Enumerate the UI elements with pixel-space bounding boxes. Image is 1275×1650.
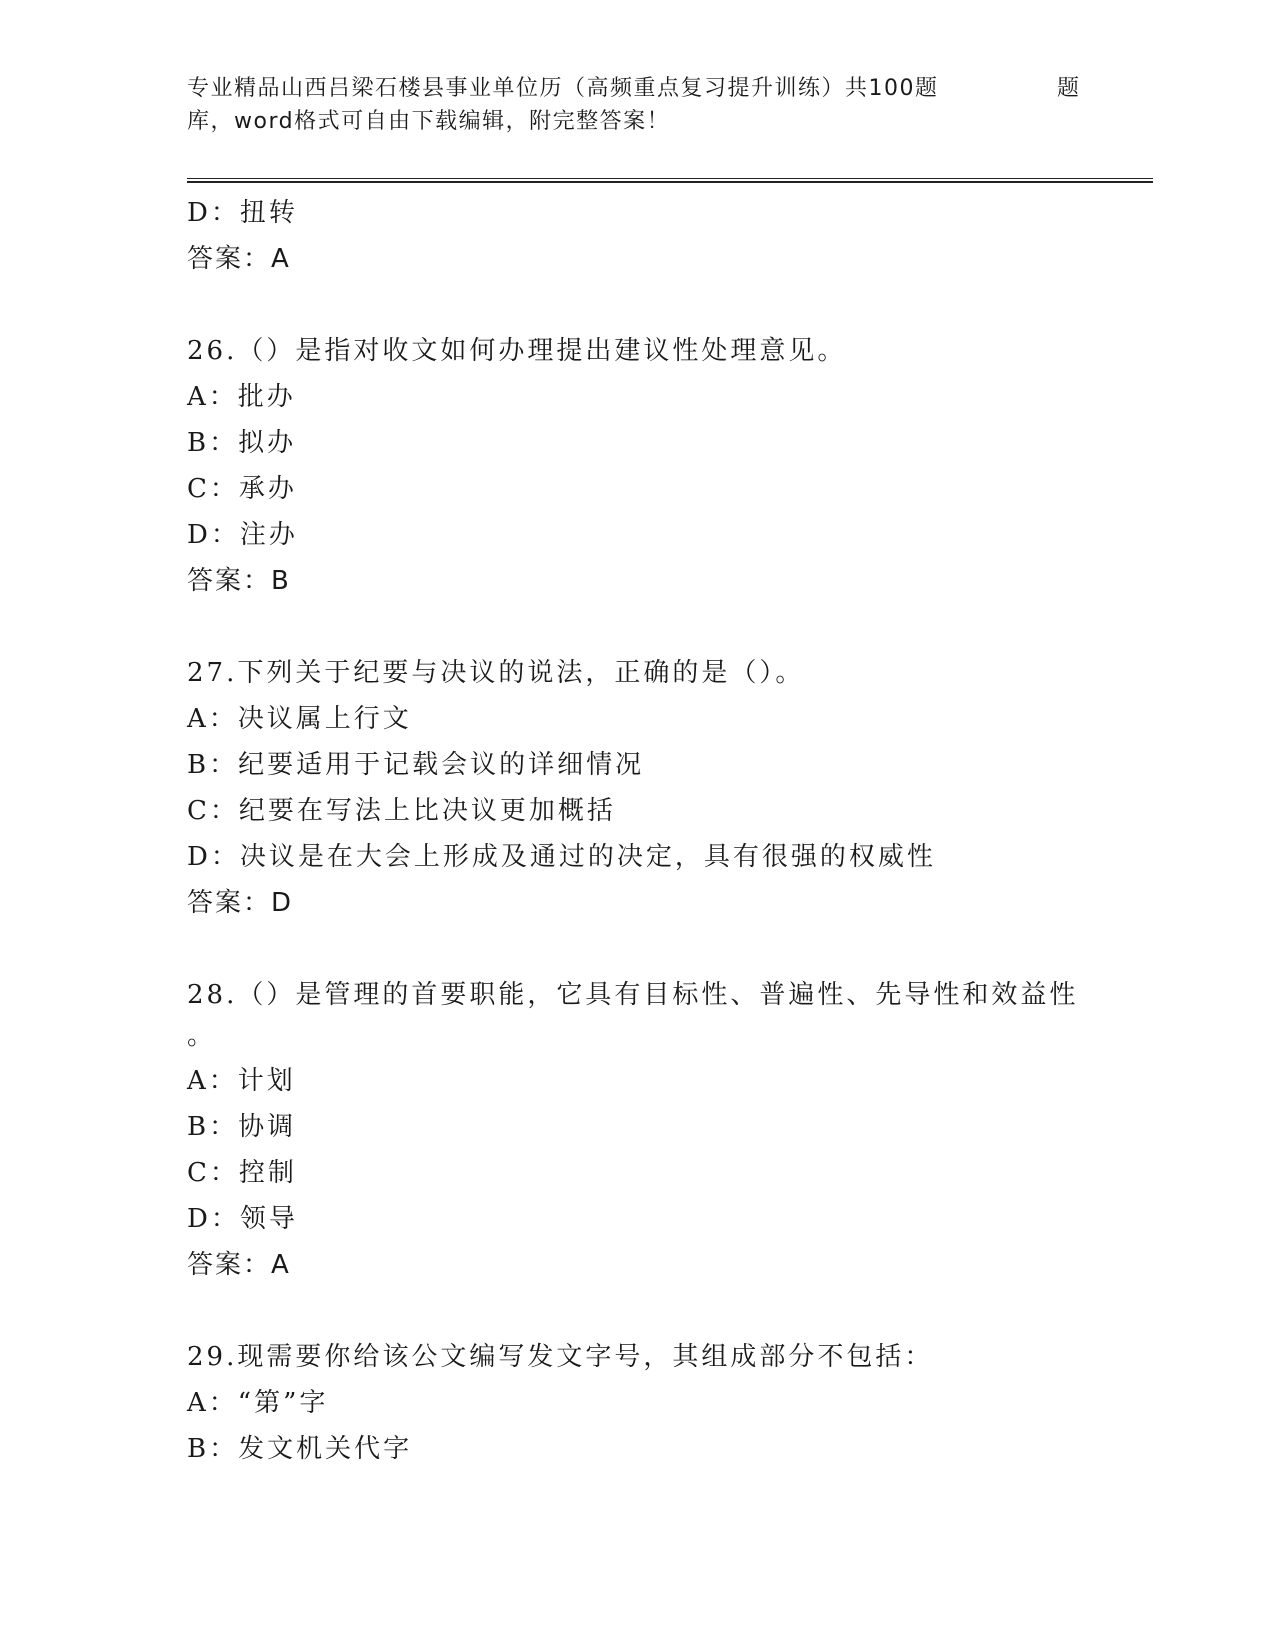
header-title-tail: 题 (1057, 76, 1081, 101)
question-stem: 26.（）是指对收文如何办理提出建议性处理意见。 (187, 336, 847, 366)
answer: 答案：B (187, 566, 291, 596)
spacer (187, 282, 1147, 328)
option-b: B：发文机关代字 (187, 1434, 413, 1464)
option-d: D：决议是在大会上形成及通过的决定，具有很强的权威性 (187, 842, 936, 872)
question-stem: 29.现需要你给该公文编写发文字号，其组成部分不包括： (187, 1342, 934, 1372)
option-a: A：计划 (187, 1066, 296, 1096)
answer: 答案：A (187, 244, 291, 274)
question-27 (187, 650, 1147, 926)
option-b: B：协调 (187, 1112, 297, 1142)
answer: 答案：D (187, 888, 294, 918)
spacer (187, 604, 1147, 650)
option-d: D：领导 (187, 1204, 298, 1234)
header-divider-thin (187, 178, 1153, 179)
question-28 (187, 972, 1147, 1288)
option-a: A：批办 (187, 382, 296, 412)
header-title: 专业精品山西吕梁石楼县事业单位历（高频重点复习提升训练）共100题 (187, 76, 939, 101)
option-b: B：拟办 (187, 428, 297, 458)
option-a: A：决议属上行文 (187, 704, 412, 734)
option-c: C：纪要在写法上比决议更加概括 (187, 796, 616, 826)
option-c: C：控制 (187, 1158, 297, 1188)
question-list (187, 190, 1147, 1472)
question-25-tail (187, 190, 1147, 282)
option-a: A：“第”字 (187, 1388, 329, 1418)
question-29 (187, 1334, 1147, 1472)
spacer (187, 926, 1147, 972)
header-divider-thick (187, 181, 1153, 183)
question-stem: 28.（）是管理的首要职能，它具有目标性、普遍性、先导性和效益性 (187, 980, 1079, 1010)
option-c: C：承办 (187, 474, 297, 504)
option-b: B：纪要适用于记载会议的详细情况 (187, 750, 645, 780)
question-stem: 27.下列关于纪要与决议的说法，正确的是（）。 (187, 658, 805, 688)
answer: 答案：A (187, 1250, 291, 1280)
option-d: D：扭转 (187, 198, 298, 228)
header-line-1 (187, 72, 1087, 105)
option-d: D：注办 (187, 520, 298, 550)
question-stem-continuation: 。 (187, 1021, 214, 1051)
question-26 (187, 328, 1147, 604)
spacer (187, 1288, 1147, 1334)
document-header (187, 72, 1087, 138)
header-line-2: 库，word格式可自由下载编辑，附完整答案！ (187, 109, 671, 134)
